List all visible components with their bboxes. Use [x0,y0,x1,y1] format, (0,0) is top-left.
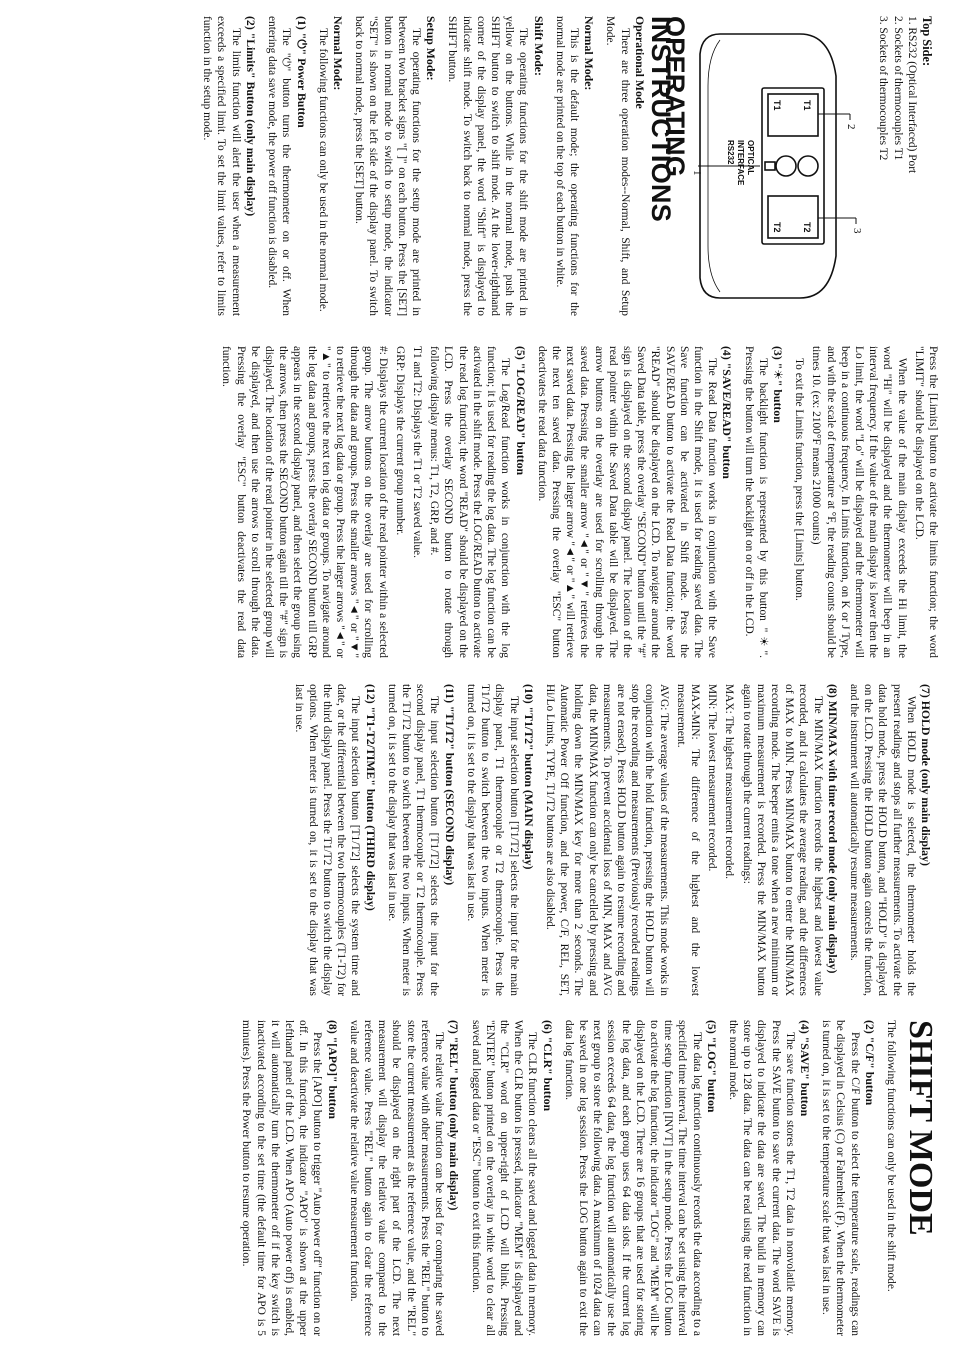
paragraph: To exit the Limits function, press the [Limits] button. [793,358,806,601]
section-heading: (8) "[APO]" button [325,1020,340,1119]
paragraph: The following functions can only be used in the shift mode. [885,1020,897,1292]
section-heading: (2) "C/F" button [862,1020,877,1106]
paragraph: The operating functions for the setup mode are printed in between two bracket signs "[ ]" on each button. Press the [SET] button in normal mode to switch to setup mode, the indicator "SET" is shown on the left side of the display panel. To switch back to normal mode, press the [SET] button. [353,16,422,316]
paragraph: The relative value function can be used for comparing the saved reference value with other measurements. Press the "REL" button to store the current measurement as the reference value, and the "REL" should be displayed on the right part of the LCD. The next measurement will display the relative value compared to the reference value. Press "REL" button again to clear the reference value and deactivate the relative value measurement function. [347,1020,446,1336]
top-side-list [876,16,919,316]
paragraph: The CLR function clears all the saved and logged data in memory. When the CLR button is pressed, indicator "MEM" is displayed and the "CLR" word on upper-right of LCD will blink. Pressing "ENTER" button printed on the overlay in white word to clear all saved and logged data or "ESC" button to exit this function. [469,1020,539,1336]
port-label: OPTICAL [746,140,756,176]
section-heading: (3) "☀" button [770,346,785,423]
port-notch [765,162,775,170]
paragraph: The input selection button [T1/T2] selects the input for the main display panel, T1 thermocouple or T2 thermocouple. Press the T1/T2 button to switch between the two inputs. When meter is turned on, it is set to the display that was last in use. [464,684,520,996]
paragraph: Press the [Limits] button to activate the limits function; the word "LIMIT" should be displayed on the LCD. [912,346,939,658]
paragraph: The input selection button [T1/T2] selects the system time and date, or the differential between the two thermocouples (T1-T2) for the third display panel. Press the T1/T2 button to switch the display options. When meter is turned on, it is set to the display that was last in use. [292,684,362,996]
list-item: 2. Sockets of thermocouples T1 [891,16,904,161]
section-heading: (2) "Limits" Button (only main display) [243,16,258,217]
section-heading: (5) "LOG/READ" button [513,346,528,476]
paragraph: AVG: The average values of the measurements. This mode works in conjunction with the hold function, pressing the HOLD button will stop the recording and measurements (Previously recorded readings are not erased). Press HOLD button again to resume recording and measurements. To prevent accidental loss of MIN, MAX and AVG data, the MIN/MAX function can only be cancelled by pressing and holding down the MIN/MAX key for more than 2 seconds. The Automatic Power Off function, and the power, C/F, REL, SET, Hi/Lo Limits, TYPE, T1/T2 buttons are also disabled. [543,684,670,996]
section-title: SHIFT MODE [902,1020,939,1236]
section-heading: (11) "T1/T2" button (SECOND display) [442,684,457,886]
top-panel [762,88,824,244]
paragraph: The save function stores the T1, T2 data in nonvolatile memory. Press the SAVE button to save the current data. The word SAVE is displayed to indicate the data are saved. The build in memory can store up to 128 data. The data can be read using the read function in the normal mode. [726,1020,796,1336]
callout-number: 3 [851,228,864,234]
section-heading: Shift Mode: [531,16,546,76]
paragraph: MIN: The lowest measurement recorded. [706,684,719,872]
section-heading: (8) MIN/MAX with time record mode (only main display) [825,684,840,974]
section-heading: (4) "SAVE/READ" button [720,346,735,479]
section-heading: (4) "SAVE" button [797,1020,812,1117]
paragraph: The operating functions for the shift mode are printed in yellow on the buttons. While in the normal mode, push the SHIFT button to switch to shift mode. At the lower-righthand corner of the display panel, the word "Shift" is displayed to indicate shift mode. To switch back to normal mode, press the SHIFT button. [446,16,530,316]
column-3 [10,684,940,996]
paragraph: The following functions can only be used in the normal mode. [316,28,329,312]
callout-number: 1 [691,170,704,176]
paragraph: GRP: Displays the current group number. [393,346,406,536]
callout-number: 2 [845,124,858,130]
meter-top-diagram [690,16,870,316]
paragraph: The Log/Read function works in conjunction with the log function; it is used for reading the log data. The log function can be activated in the shift mode. Press the LOG/READ button to activate the read log function; the word "READ" should be displayed on the LCD. Press the overlay SECOND button to rotate through following display menus: T1, T2, GRP, and #. [428,346,512,658]
paragraph: The data log function continuously records the data according to a specified time interval. The time interval can be set using the interval time setup function [INVT] in the setup mode. Press the LOG button to activate the log function; the indicator "LOG" and "MEM" will be displayed on the LCD. There are 16 groups that are used for storing the log data, and each group uses 64 data slots. If the current log session exceeds 64 data, the log function will automatically use the next group to store the following data. A maximum of 1024 data can be saved in one log session. Press the LOG button again to exit the data log function. [562,1020,703,1336]
paragraph: This is the default mode; the operating functions for the normal mode are printed on the top of each button in white. [553,16,580,316]
section-heading: Normal Mode: [330,16,345,91]
port-ring-left [798,156,818,176]
paragraph: The Read Data function works in conjunction with the Save function in the Shift mode, it is used for reading saved data. The Save function can be activated in Shift mode. Press the SAVE/READ button to activate the Read Data function; the word "READ" should be displayed on the LCD. To navigate around the Saved Data table, press the overlay "SECOND" button until the "#" sign is displayed on the second display panel. The location of the read pointer within the Saved Data table will be displayed. The arrow buttons on the overlay are used for scrolling through the saved data. Pressing the smaller arrow "◄" or "▼" retrieves the next saved data. Pressing the larger arrow "◄" or "▲" will retrieve the next ten saved data. Pressing the overlay "ESC" button deactivates the read data function. [535,346,719,658]
paragraph: The MIN/MAX function records the highest and lowest value recorded, and it calculates the average reading, and the differences of MAX to MIN. Press MIN/MAX button to enter the MIN/MAX recording mode. The beeper emits a tone when a new minimum or maximum measurement is recorded. Press the MIN/MAX button again to rotate through the current readings: [740,684,824,996]
socket-label: T1 [802,100,813,111]
paragraph: There are three operation modes--Normal, Shift, and Setup Mode. [604,16,631,316]
socket-label: T1 [772,100,783,111]
paragraph: Press the C/F button to select the temperature scale, readings can be displayed in Celsius (C) or Fahrenheit (F). When the thermometer is turned on, it is set to the temperature scale that was last in use. [820,1020,861,1336]
page-heading: OPERATING INSTRUCTIONS [645,16,691,223]
section-heading: (1) "⏻" Power Button [294,16,309,128]
top-side-title: Top Side: [920,16,934,67]
section-heading: (6) "CLR" button [540,1020,555,1112]
section-heading: (10) "T1/T2" button (MAIN display) [521,684,536,870]
paragraph: #: Displays the current location of the read pointer within a selected group. The arrow buttons on the overlay are used for scrolling through the data and groups. Press the smaller arrows "◄" or "▼" to retrieve the next log data or group. Press the larger arrows "◄" or "▲" to retrieve the next ten log data or groups. To navigate around the log data and groups, press the overlay SECOND button till GRP appears in the second display panel, and then select the group using the arrows, then press the SECOND button again till the "#" sign is displayed. The location of the read pointer in the selected group will be displayed, and then use the arrows to scroll through the data. Pressing the overlay "ESC" button deactivates the read data function. [220,346,389,658]
paragraph: MAX-MIN: The difference of the highest and the lowest measurement. [674,684,701,996]
section-heading: (7) "REL" button (only main display) [447,1020,462,1211]
socket-label: T2 [802,222,813,233]
section-heading: Normal Mode: [582,16,597,91]
list-item: 1. RS232 (Optical Interfaced) Port [905,16,918,174]
paragraph: The limits function will alert the user when a measurement exceeds a specified limit. To set the limit values, refer to limits function in the setup mode. [201,16,242,316]
section-heading: (5) "LOG" button [704,1020,719,1113]
paragraph: MAX: The highest measurement recorded. [723,684,736,879]
paragraph: The "⏻" button turns the thermometer on or off. When entering data save mode, the power off function is disabled. [266,16,293,316]
section-heading: Operational Mode [632,16,647,109]
paragraph: The input selection button [T1/T2] selects the input for the second display panel, T1 thermocouple or T2 thermocouple. Press the T1/T2 button to switch between the two inputs. When meter is turned on, it is set to the display that was last in use. [385,684,441,996]
column-4 [10,1020,940,1336]
section-heading: (12) "T1-T2/TIME" button (THIRD display) [363,684,378,911]
column-2 [10,346,940,658]
port-label: INTERFACE [736,140,746,186]
port-label: RS232 [726,140,736,165]
paragraph: Press the [APO] button to trigger "Auto power off" function on or off. In this function, the indicator "APO" is shown at the upper lefthand panel of the LCD. When APO (Auto power off) is enabled, it will automatically turn the thermometer off if the key switch is inactivated according to the set time (the default time for APO is 5 minutes). Press the Power button to resume operation. [240,1020,324,1336]
paragraph: T1 and T2: Displays the T1 or T2 saved value. [411,346,424,558]
port-ring-right [776,156,796,176]
section-heading: (7) HOLD mode (only main display) [919,684,933,866]
paragraph: When HOLD mode is selected, the thermometer holds the present readings and stops all further measurements. To activate the data hold mode, press the HOLD button, and "HOLD" is displayed on the LCD. Pressing the HOLD button again cancels the function, and the instrument will automatically resume measurements. [847,684,917,996]
section-heading: Setup Mode: [424,16,439,81]
socket-label: T2 [772,222,783,233]
column-1 [10,16,940,316]
paragraph: When the value of the main display exceeds the Hi limit, the word "Hi" will be displayed and the thermometer will beep in an interval frequency. If the value of the main display is lower then the Lo limit, the word "Lo" will be displayed and the thermometer will beep in a continuous frequency. In Limits function, on K or J Type, and with the scale of temperature at °F, the reading counts should be times 10. (ex: 2100°F means 21000 counts) [810,346,908,658]
list-item: 3. Sockets of thermocouples T2 [877,16,890,161]
paragraph: The backlight function is represented by this button "☀". Pressing the button will turn the backlight on or off in the LCD. [742,346,769,658]
